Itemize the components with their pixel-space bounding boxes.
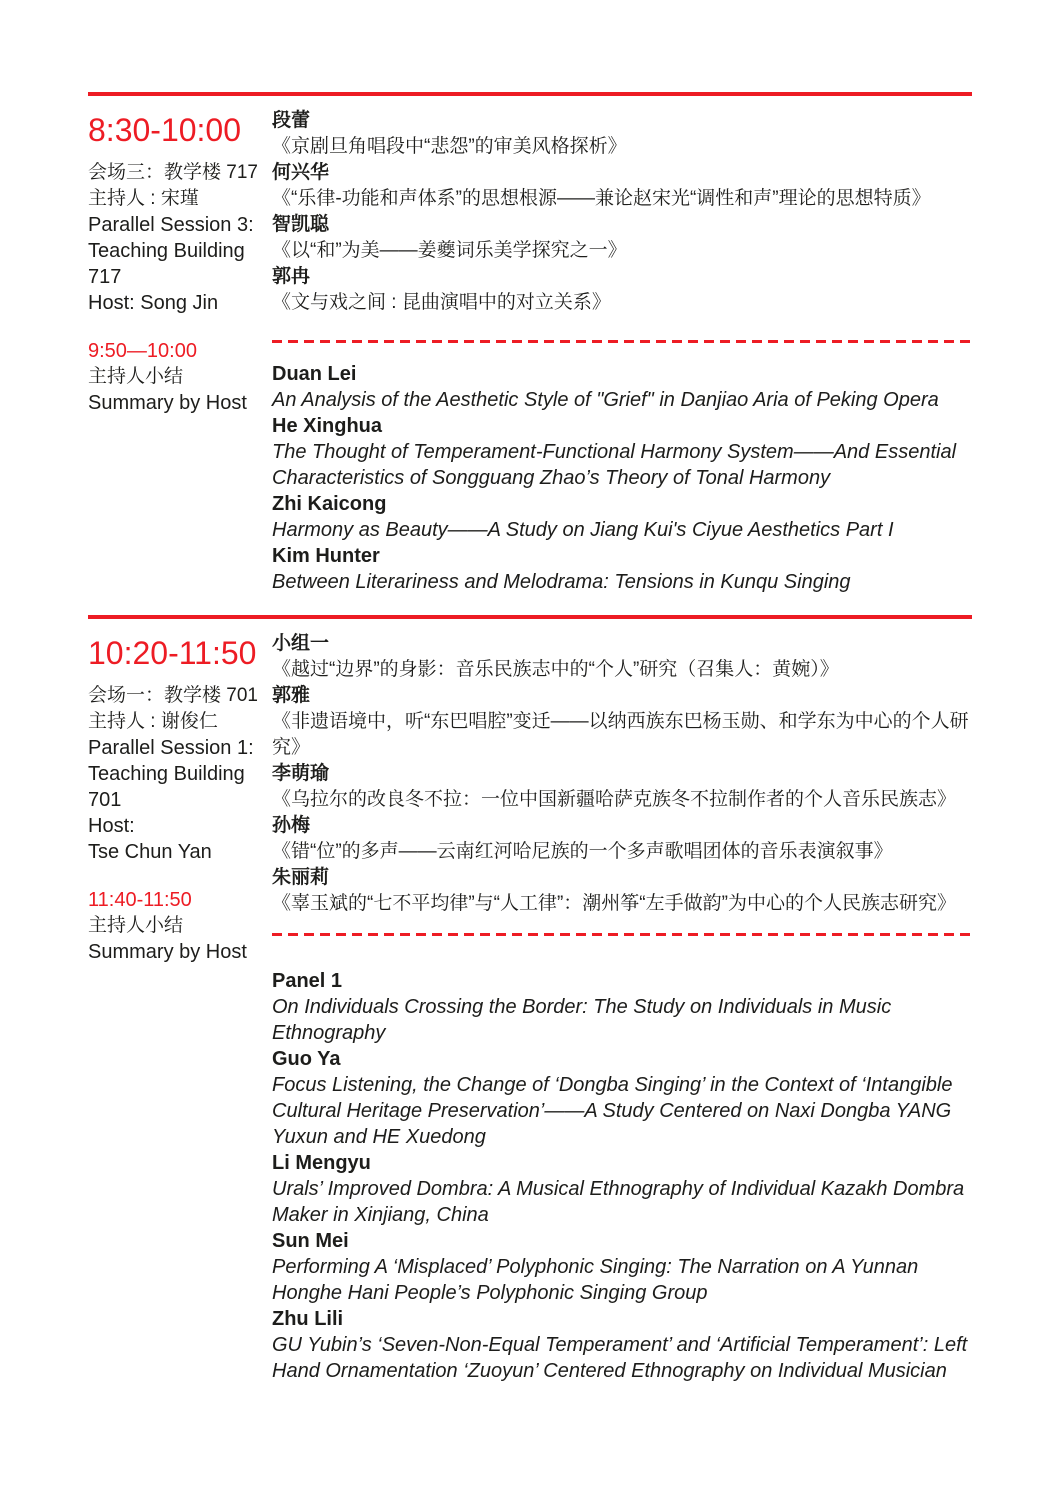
paper-entry [272,543,972,595]
paper-title-cn: 《辜玉斌的“七不平均律”与“人工律”：潮州筝“左手做韵”为中心的个人民族志研究》 [272,893,956,914]
paper-title-cn: 《乌拉尔的改良冬不拉：一位中国新疆哈萨克族冬不拉制作者的个人音乐民族志》 [272,789,957,810]
presenter-name-cn: 李萌瑜 [272,763,330,784]
building-line: Teaching Building [88,763,245,785]
session-label-en: Parallel Session 1: [88,737,254,759]
session-block-1 [88,92,972,595]
panel-title-en: On Individuals Crossing the Border: The Study on Individuals in Music Ethnography [272,996,892,1044]
paper-title-cn: 《文与戏之间 : 昆曲演唱中的对立关系》 [272,292,611,313]
summary-label-cn: 主持人小结 [88,366,184,387]
paper-entry [272,968,972,1046]
paper-entry [272,1046,972,1150]
paper-entry [272,160,972,212]
paper-entry [272,683,972,761]
presenter-name-en: Kim Hunter [272,545,380,567]
session-label-en: Parallel Session 3: [88,214,254,236]
summary-label-en: Summary by Host [88,392,247,414]
session-time: 8:30-10:00 [88,112,242,148]
paper-title-cn: 《非遗语境中，听“东巴唱腔”变迁——以纳西族东巴杨玉勋、和学东为中心的个人研究》 [272,711,969,758]
panel-title-cn: 《越过“边界”的身影：音乐民族志中的“个人”研究（召集人：黄婉）》 [272,659,839,680]
paper-entry [272,491,972,543]
session-1-sidebar [88,96,272,416]
paper-title-en: Focus Listening, the Change of ‘Dongba Singing’ in the Context of ‘Intangible Cultural Heritage Preservation’——A Study Centered on Naxi Dongba YANG Yuxun and HE Xuedong [272,1074,953,1148]
paper-title-cn: 《错“位”的多声——云南红河哈尼族的一个多声歌唱团体的音乐表演叙事》 [272,841,893,862]
presenter-name-en: Sun Mei [272,1230,349,1252]
session-1-papers [272,96,972,595]
paper-title-en: Urals’ Improved Dombra: A Musical Ethnography of Individual Kazakh Dombra Maker in Xinjiang, China [272,1178,965,1226]
summary-label-cn: 主持人小结 [88,915,184,936]
paper-entry [272,1306,972,1384]
paper-entry [272,761,972,813]
host-line-en: Host: Song Jin [88,292,219,314]
dashed-divider [272,933,972,936]
session-2-papers [272,619,972,1384]
presenter-name-cn: 郭雅 [272,685,311,706]
paper-title-en: An Analysis of the Aesthetic Style of "Grief" in Danjiao Aria of Peking Opera [272,389,939,411]
session-2-sidebar [88,619,272,965]
paper-entry [272,361,972,413]
presenter-name-en: He Xinghua [272,415,383,437]
host-line-cn: 主持人 : 谢俊仁 [88,711,218,732]
paper-entry [272,631,972,683]
presenter-name-cn: 段蕾 [272,110,311,131]
paper-entry [272,813,972,865]
summary-time: 9:50—10:00 [88,340,197,362]
paper-title-cn: 《“乐律-功能和声体系”的思想根源——兼论赵宋光“调性和声”理论的思想特质》 [272,188,931,209]
presenter-name-cn: 何兴华 [272,162,330,183]
paper-title-en: The Thought of Temperament-Functional Harmony System——And Essential Characteristics of Songguang Zhao’s Theory of Tonal Harmony [272,441,957,489]
paper-entry [272,1150,972,1228]
host-line-cn: 主持人 : 宋瑾 [88,188,199,209]
paper-entry [272,1228,972,1306]
paper-title-cn: 《京剧旦角唱段中“悲怨”的审美风格探析》 [272,136,627,157]
panel-label-cn: 小组一 [272,633,330,654]
presenter-name-cn: 朱丽莉 [272,867,330,888]
panel-label-en: Panel 1 [272,970,343,992]
host-name-en: Tse Chun Yan [88,841,212,863]
paper-title-en: Harmony as Beauty——A Study on Jiang Kui's Ciyue Aesthetics Part I [272,519,894,541]
paper-entry [272,865,972,917]
room-number: 717 [88,266,122,288]
building-line: Teaching Building [88,240,245,262]
paper-title-cn: 《以“和”为美——姜夔词乐美学探究之一》 [272,240,627,261]
dashed-divider [272,340,972,343]
paper-entry [272,264,972,316]
presenter-name-en: Guo Ya [272,1048,341,1070]
venue-line: 会场一：教学楼 701 [88,685,258,706]
presenter-name-en: Duan Lei [272,363,357,385]
presenter-name-cn: 孙梅 [272,815,311,836]
paper-title-en: Performing A ‘Misplaced’ Polyphonic Singing: The Narration on A Yunnan Honghe Hani People’s Polyphonic Singing Group [272,1256,919,1304]
venue-line: 会场三：教学楼 717 [88,162,258,183]
host-line-en: Host: [88,815,135,837]
summary-block [88,338,272,416]
presenter-name-en: Li Mengyu [272,1152,371,1174]
presenter-name-en: Zhi Kaicong [272,493,387,515]
presenter-name-cn: 智凯聪 [272,214,330,235]
session-time: 10:20-11:50 [88,635,257,671]
room-number: 701 [88,789,122,811]
summary-label-en: Summary by Host [88,941,247,963]
presenter-name-cn: 郭冉 [272,266,311,287]
paper-title-en: GU Yubin’s ‘Seven-Non-Equal Temperament’ and ‘Artificial Temperament’: Left Hand Ornamentation ‘Zuoyun’ Centered Ethnography on Individual Musician [272,1334,968,1382]
paper-entry [272,108,972,160]
presenter-name-en: Zhu Lili [272,1308,344,1330]
paper-entry [272,413,972,491]
paper-entry [272,212,972,264]
paper-title-en: Between Literariness and Melodrama: Tensions in Kunqu Singing [272,571,851,593]
summary-time: 11:40-11:50 [88,889,192,911]
session-block-2 [88,615,972,1384]
summary-block [88,887,272,965]
